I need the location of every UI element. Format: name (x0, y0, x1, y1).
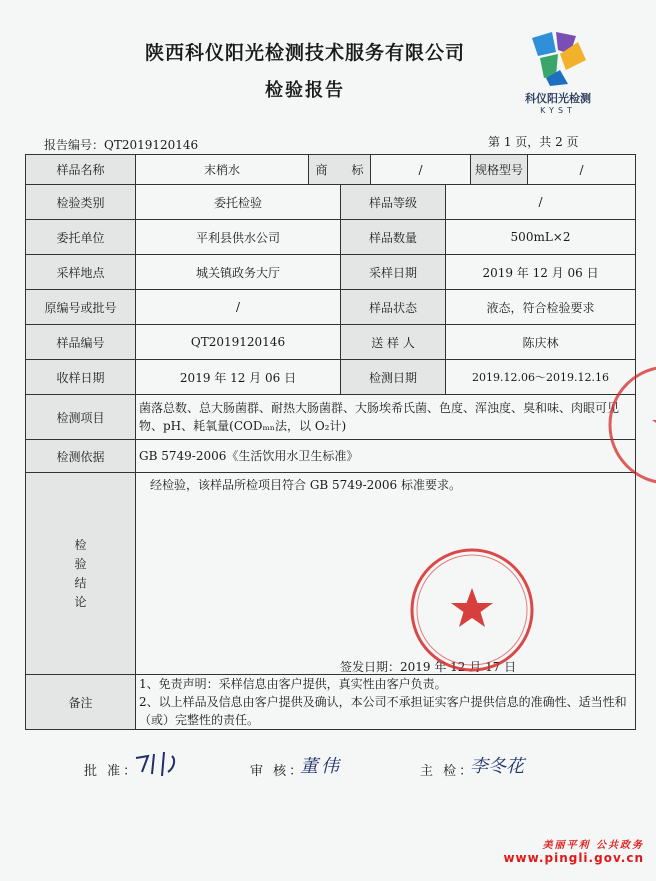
value-status: 液态，符合检验要求 (446, 290, 636, 325)
note-line-2: 2、以上样品及信息由客户提供及确认，本公司不承担证实客户提供信息的准确性、适当性和（或）完整性的责任。 (139, 695, 627, 727)
row-sample-name (26, 155, 636, 185)
watermark-title: 美丽平利 公共政务 (542, 840, 644, 851)
label-test-type: 检验类别 (26, 185, 136, 220)
label-sampling-place: 采样地点 (26, 255, 136, 290)
note-line-1: 1、免责声明：采样信息由客户提供，真实性由客户负责。 (139, 677, 447, 691)
value-test-type: 委托检验 (136, 185, 341, 220)
row-sampling (26, 255, 636, 290)
company-name: 陕西科仪阳光检测技术服务有限公司 (144, 42, 465, 64)
label-sampling-date: 采样日期 (341, 255, 446, 290)
row-sample-no (26, 325, 636, 360)
value-grade: / (446, 185, 636, 220)
row-items (26, 395, 636, 440)
review-label: 审 核： (250, 764, 306, 779)
sign-date: 签发日期：2019 年 12 月 17 日 (340, 660, 517, 674)
label-status: 样品状态 (341, 290, 446, 325)
value-client: 平利县供水公司 (136, 220, 341, 255)
label-notes: 备注 (26, 675, 136, 730)
report-number: 报告编号：QT2019120146 (44, 138, 199, 152)
approve-label: 批 准： (84, 764, 140, 779)
approver-signature (132, 748, 184, 780)
conclusion-label-char: 检 (74, 537, 87, 552)
row-client (26, 220, 636, 255)
value-sampling-place: 城关镇政务大厅 (136, 255, 341, 290)
seal-star-icon (451, 588, 493, 627)
label-spec: 规格型号 (471, 155, 528, 185)
label-original-no: 原编号或批号 (26, 290, 136, 325)
conclusion-text: 经检验，该样品所检项目符合 GB 5749-2006 标准要求。 (150, 478, 461, 492)
chief-label: 主 检： (420, 764, 476, 779)
conclusion-label-char: 论 (74, 594, 87, 609)
value-sender: 陈庆林 (446, 325, 636, 360)
row-original-no (26, 290, 636, 325)
chief-signature: 李冬花 (470, 756, 524, 777)
value-spec: / (528, 155, 636, 185)
value-sample-name: 末梢水 (136, 155, 309, 185)
label-receive-date: 收样日期 (26, 360, 136, 395)
label-sender: 送 样 人 (341, 325, 446, 360)
logo-name: 科仪阳光检测 (525, 92, 591, 105)
label-test-date: 检测日期 (341, 360, 446, 395)
value-test-date: 2019.12.06～2019.12.16 (446, 360, 636, 395)
value-quantity: 500mL×2 (446, 220, 636, 255)
label-sample-name: 样品名称 (26, 155, 136, 185)
conclusion-label-char: 结 (74, 575, 87, 590)
row-dates (26, 360, 636, 395)
logo-icon (526, 30, 590, 88)
label-trademark: 商 标 (309, 155, 371, 185)
row-basis (26, 440, 636, 473)
conclusion-cell (136, 473, 636, 675)
watermark-url: www.pingli.gov.cn (503, 851, 644, 865)
label-client: 委托单位 (26, 220, 136, 255)
report-title: 检验报告 (265, 80, 345, 101)
row-conclusion (26, 473, 636, 675)
partial-seal-star-icon (652, 408, 656, 439)
value-notes (136, 675, 636, 730)
value-receive-date: 2019 年 12 月 06 日 (136, 360, 341, 395)
label-basis: 检测依据 (26, 440, 136, 473)
label-quantity: 样品数量 (341, 220, 446, 255)
company-logo (512, 30, 604, 120)
official-seal (408, 546, 536, 674)
reviewer-signature: 董伟 (300, 756, 342, 777)
value-basis: GB 5749-2006《生活饮用水卫生标准》 (136, 440, 636, 473)
label-conclusion (26, 473, 136, 675)
value-items: 菌落总数、总大肠菌群、耐热大肠菌群、大肠埃希氏菌、色度、浑浊度、臭和味、肉眼可见物、pH、耗氧量(CODₘₙ法，以 O₂计) (136, 395, 636, 440)
row-notes (26, 675, 636, 730)
row-test-type (26, 185, 636, 220)
value-sampling-date: 2019 年 12 月 06 日 (446, 255, 636, 290)
site-watermark (503, 836, 644, 865)
logo-subtitle: KYST (540, 106, 576, 115)
conclusion-label-char: 验 (74, 556, 87, 571)
value-original-no: / (136, 290, 341, 325)
label-items: 检测项目 (26, 395, 136, 440)
value-trademark: / (371, 155, 471, 185)
report-table (25, 154, 636, 730)
label-grade: 样品等级 (341, 185, 446, 220)
value-sample-no: QT2019120146 (136, 325, 341, 360)
label-sample-no: 样品编号 (26, 325, 136, 360)
page-info: 第 1 页，共 2 页 (488, 135, 579, 149)
partial-seal (598, 360, 656, 490)
